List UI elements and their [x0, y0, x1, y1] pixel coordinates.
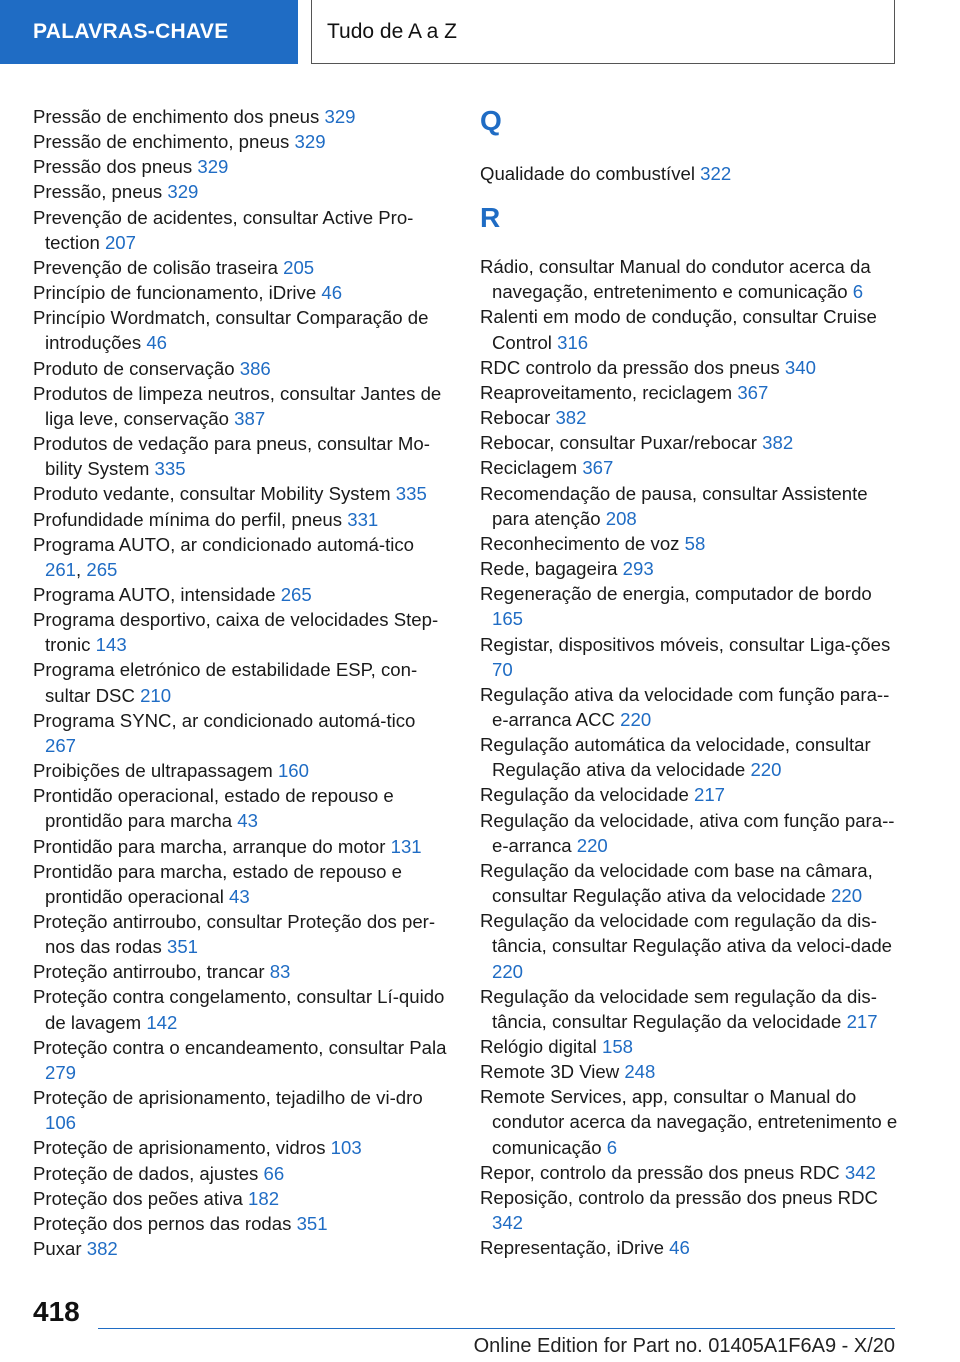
page-link[interactable]: 207 [104, 231, 136, 253]
index-entry [480, 380, 900, 405]
page-link[interactable]: 335 [154, 458, 186, 480]
index-entry [33, 381, 448, 431]
index-entry [33, 1236, 448, 1261]
index-entry-term: Regeneração de energia, computador de bordo [480, 583, 872, 605]
page-link[interactable]: 43 [237, 810, 258, 832]
page-link[interactable]: 382 [555, 407, 587, 429]
index-entry-term: Programa SYNC, ar condicionado automá-tico [33, 709, 416, 731]
index-entry-term: Representação, iDrive [480, 1237, 664, 1259]
index-entry-term: Regulação automática da velocidade, consultar Regulação ativa da velocidade [480, 734, 871, 781]
page-link[interactable]: 220 [831, 885, 863, 907]
index-entry-term: Produtos de vedação para pneus, consultar Mo-bility System [33, 433, 430, 480]
index-entry-term: Remote Services, app, consultar o Manual do condutor acerca da navegação, entretenimento e comunicação [480, 1086, 898, 1158]
index-entry [480, 984, 900, 1034]
page-header [0, 0, 960, 66]
index-entry-term: Princípio Wordmatch, consultar Comparação de introduções [33, 307, 429, 354]
page-link[interactable]: 217 [846, 1010, 878, 1032]
section-title: Tudo de A a Z [311, 0, 895, 64]
index-entry-term: Proteção de aprisionamento, tejadilho de vi-dro [33, 1087, 423, 1109]
index-entry-term: Reaproveitamento, reciclagem [480, 381, 733, 403]
page-link[interactable]: 367 [737, 381, 769, 403]
page-link[interactable]: 6 [606, 1136, 618, 1158]
index-entry-term: Regulação da velocidade com regulação da dis-tância, consultar Regulação ativa da veloci-dade [480, 910, 893, 957]
page-link[interactable]: 387 [234, 407, 266, 429]
page-link[interactable]: 322 [700, 163, 732, 184]
page-link[interactable]: 46 [321, 282, 343, 304]
page-link[interactable]: 217 [694, 784, 726, 806]
index-entry [480, 1084, 900, 1159]
index-entry [480, 556, 900, 581]
index-entry [33, 909, 448, 959]
index-entry-term: Regulação da velocidade sem regulação da dis-tância, consultar Regulação da velocidade [480, 985, 877, 1032]
page-link[interactable]: 131 [390, 835, 422, 857]
index-entry-term: Proibições de ultrapassagem [33, 760, 273, 782]
page-link[interactable]: 143 [95, 634, 127, 656]
index-entry [480, 405, 900, 430]
index-entry [33, 431, 448, 481]
index-list-r [480, 254, 900, 1260]
index-entry [33, 129, 448, 154]
index-entry [33, 607, 448, 657]
page-link[interactable]: 279 [45, 1061, 77, 1083]
index-entry-term: Reposição, controlo da pressão dos pneus RDC [480, 1186, 878, 1208]
page-link[interactable]: 340 [784, 356, 816, 378]
index-entry-term: Repor, controlo da pressão dos pneus RDC [480, 1161, 840, 1183]
index-entry [33, 507, 448, 532]
index-entry [480, 1235, 900, 1260]
index-entry [33, 255, 448, 280]
index-entry-term: RDC controlo da pressão dos pneus [480, 356, 780, 378]
index-entry-term: Ralenti em modo de condução, consultar Cruise Control [480, 306, 877, 353]
page-link[interactable]: 261 [45, 558, 77, 580]
index-entry [33, 984, 448, 1034]
index-entry-term: Pressão de enchimento dos pneus [33, 106, 320, 127]
tab-keywords[interactable]: PALAVRAS-CHAVE [0, 0, 298, 64]
index-entry-term: Proteção antirroubo, trancar [33, 961, 265, 983]
page-link[interactable]: 248 [624, 1061, 656, 1083]
page-link[interactable]: 83 [269, 961, 291, 983]
page-link[interactable]: 293 [622, 558, 654, 580]
index-entry-term: Proteção de dados, ajustes [33, 1162, 259, 1184]
index-entry-term: Regulação ativa da velocidade com função para--e-arranca ACC [480, 683, 890, 730]
page-link[interactable]: 382 [86, 1238, 118, 1260]
page-link[interactable]: 182 [248, 1187, 280, 1209]
page-link[interactable]: 329 [324, 106, 356, 127]
index-entry [480, 430, 900, 455]
index-letter-q: Q [480, 105, 502, 136]
index-entry-term: Rede, bagageira [480, 558, 618, 580]
index-entry-term: Proteção de aprisionamento, vidros [33, 1137, 326, 1159]
page-link[interactable]: 329 [167, 181, 199, 203]
index-entry [480, 908, 900, 983]
index-entry-term: Produto vedante, consultar Mobility System [33, 483, 391, 505]
index-entry-term: Pressão, pneus [33, 181, 163, 203]
page-link[interactable]: 342 [492, 1212, 524, 1234]
index-entry [33, 1135, 448, 1160]
index-entry [480, 808, 900, 858]
page-link[interactable]: 165 [492, 608, 524, 630]
index-entry-term: Recomendação de pausa, consultar Assistente para atenção [480, 482, 868, 529]
index-entry-term: Pressão de enchimento, pneus [33, 131, 290, 153]
index-entry-term: Proteção antirroubo, consultar Proteção dos per-nos das rodas [33, 911, 436, 958]
index-entry-term: Registar, dispositivos móveis, consultar Liga-ções [480, 633, 891, 655]
page-link[interactable]: 367 [582, 457, 614, 479]
footer-divider [98, 1328, 895, 1329]
index-entry-term: Relógio digital [480, 1036, 597, 1057]
page-link[interactable]: 142 [146, 1011, 178, 1033]
index-entry-term: Prontidão para marcha, estado de repouso e prontidão operacional [33, 860, 403, 907]
page-link[interactable]: 220 [750, 759, 782, 781]
index-entry-term: Produto de conservação [33, 357, 235, 379]
index-entry [480, 1160, 900, 1185]
index-entry-term: Remote 3D View [480, 1061, 620, 1083]
index-column-left [33, 104, 448, 1261]
index-entry [33, 1186, 448, 1211]
index-entry [480, 782, 900, 807]
index-entry [33, 280, 448, 305]
index-entry [33, 305, 448, 355]
index-entry-term: Regulação da velocidade, ativa com função para--e-arranca [480, 809, 895, 856]
index-entry-term: Rebocar [480, 407, 551, 429]
index-column-right [480, 104, 900, 1260]
index-entry-term: Regulação da velocidade [480, 784, 689, 806]
index-entry [480, 254, 900, 304]
page-link[interactable]: 106 [45, 1112, 77, 1134]
page-link[interactable]: 220 [620, 708, 652, 730]
index-entry-term: Prevenção de acidentes, consultar Active Pro-tection [33, 206, 414, 253]
index-entry-term: Programa AUTO, intensidade [33, 583, 276, 605]
index-entry [480, 581, 900, 631]
index-entry-term: Proteção dos pernos das rodas [33, 1212, 292, 1234]
index-entry [33, 708, 448, 758]
index-entry [33, 758, 448, 783]
page-link[interactable]: 103 [330, 1137, 362, 1159]
index-entry-term: Programa AUTO, ar condicionado automá-tico [33, 533, 415, 555]
page-link[interactable]: 208 [605, 507, 637, 529]
index-entry [33, 1085, 448, 1135]
index-list-q [480, 161, 900, 186]
index-entry-term: Reconhecimento de voz [480, 532, 680, 554]
page-link[interactable]: 267 [45, 734, 77, 756]
index-entry-term: Rebocar, consultar Puxar/rebocar [480, 432, 757, 454]
index-entry [480, 682, 900, 732]
index-entry-term: Reciclagem [480, 457, 578, 479]
index-entry-term: Prontidão operacional, estado de repouso e prontidão para marcha [33, 785, 394, 832]
page-link[interactable]: 43 [229, 885, 250, 907]
page-link[interactable]: 335 [395, 483, 427, 505]
page-link[interactable]: 46 [146, 332, 167, 354]
page-link[interactable]: 158 [601, 1036, 634, 1057]
page-link[interactable]: 382 [762, 432, 794, 454]
index-entry [33, 834, 448, 859]
index-entry [33, 154, 448, 179]
page-link[interactable]: 46 [669, 1237, 690, 1259]
index-entry-term: Rádio, consultar Manual do condutor acerca da navegação, entretenimento e comunicação [480, 256, 871, 303]
page-link[interactable]: 70 [492, 658, 513, 680]
index-entry-term: Proteção contra o encandeamento, consultar Pala [33, 1036, 447, 1058]
page-link[interactable]: 210 [140, 684, 172, 706]
page-link[interactable]: 351 [296, 1212, 328, 1234]
index-entry-term: Programa eletrónico de estabilidade ESP, con-sultar DSC [33, 659, 418, 706]
index-entry [480, 161, 900, 186]
index-entry [33, 356, 448, 381]
index-entry [480, 481, 900, 531]
index-entry [480, 1059, 900, 1084]
index-entry [480, 858, 900, 908]
index-entry [33, 1161, 448, 1186]
page-link[interactable]: 220 [576, 834, 608, 856]
index-entry [33, 1035, 448, 1085]
index-entry-term: Puxar [33, 1238, 82, 1260]
index-entry [33, 959, 448, 984]
index-entry-term: Prevenção de colisão traseira [33, 256, 278, 278]
index-entry-term: Proteção dos peões ativa [33, 1187, 243, 1209]
index-entry-term: Produtos de limpeza neutros, consultar Jantes de liga leve, conservação [33, 382, 442, 429]
index-entry [33, 783, 448, 833]
page-link[interactable]: 58 [684, 532, 706, 554]
page-link[interactable]: 386 [239, 357, 271, 379]
page-link[interactable]: 220 [492, 960, 524, 982]
page-link[interactable]: 316 [557, 331, 589, 353]
page-link[interactable]: 351 [166, 936, 199, 958]
index-entry-term: Pressão dos pneus [33, 156, 193, 178]
index-entry-term: Prontidão para marcha, arranque do motor [33, 835, 386, 857]
index-entry-term: Programa desportivo, caixa de velocidades Step-tronic [33, 609, 439, 656]
index-letter-r: R [480, 202, 501, 234]
page-separator: , [76, 558, 82, 580]
page-link[interactable]: 205 [283, 256, 315, 278]
index-entry-term: Proteção contra congelamento, consultar Lí-quido de lavagem [33, 986, 445, 1033]
index-entry [33, 859, 448, 909]
index-entry [33, 205, 448, 255]
index-entry [480, 304, 900, 354]
page-link[interactable]: 329 [197, 156, 229, 178]
index-entry [480, 355, 900, 380]
index-entry [480, 1034, 900, 1059]
page-link[interactable]: 342 [844, 1161, 876, 1183]
page-link[interactable]: 331 [347, 508, 379, 530]
index-entry [480, 732, 900, 782]
page-link[interactable]: 6 [852, 281, 864, 303]
page-link[interactable]: 265 [280, 583, 312, 605]
index-entry [480, 455, 900, 480]
page-link[interactable]: 265 [86, 558, 118, 580]
page-link[interactable]: 66 [263, 1162, 285, 1184]
index-entry-term: Qualidade do combustível [480, 163, 695, 184]
index-entry [480, 632, 900, 682]
index-entry [33, 481, 448, 506]
edition-info: Online Edition for Part no. 01405A1F6A9 - X/20 [473, 1335, 895, 1357]
page-link[interactable]: 160 [277, 760, 309, 782]
index-entry [33, 1211, 448, 1236]
index-entry-term: Profundidade mínima do perfil, pneus [33, 508, 343, 530]
index-entry-term: Princípio de funcionamento, iDrive [33, 282, 317, 304]
page-link[interactable]: 329 [294, 131, 326, 153]
index-entry [480, 531, 900, 556]
index-entry [33, 532, 448, 582]
index-entry-term: Regulação da velocidade com base na câmara, consultar Regulação ativa da velocidade [480, 859, 873, 907]
index-entry [33, 657, 448, 707]
index-entry [33, 104, 448, 129]
index-entry [33, 582, 448, 607]
page-number: 418 [33, 1296, 80, 1327]
index-entry [480, 1185, 900, 1235]
index-entry [33, 179, 448, 204]
